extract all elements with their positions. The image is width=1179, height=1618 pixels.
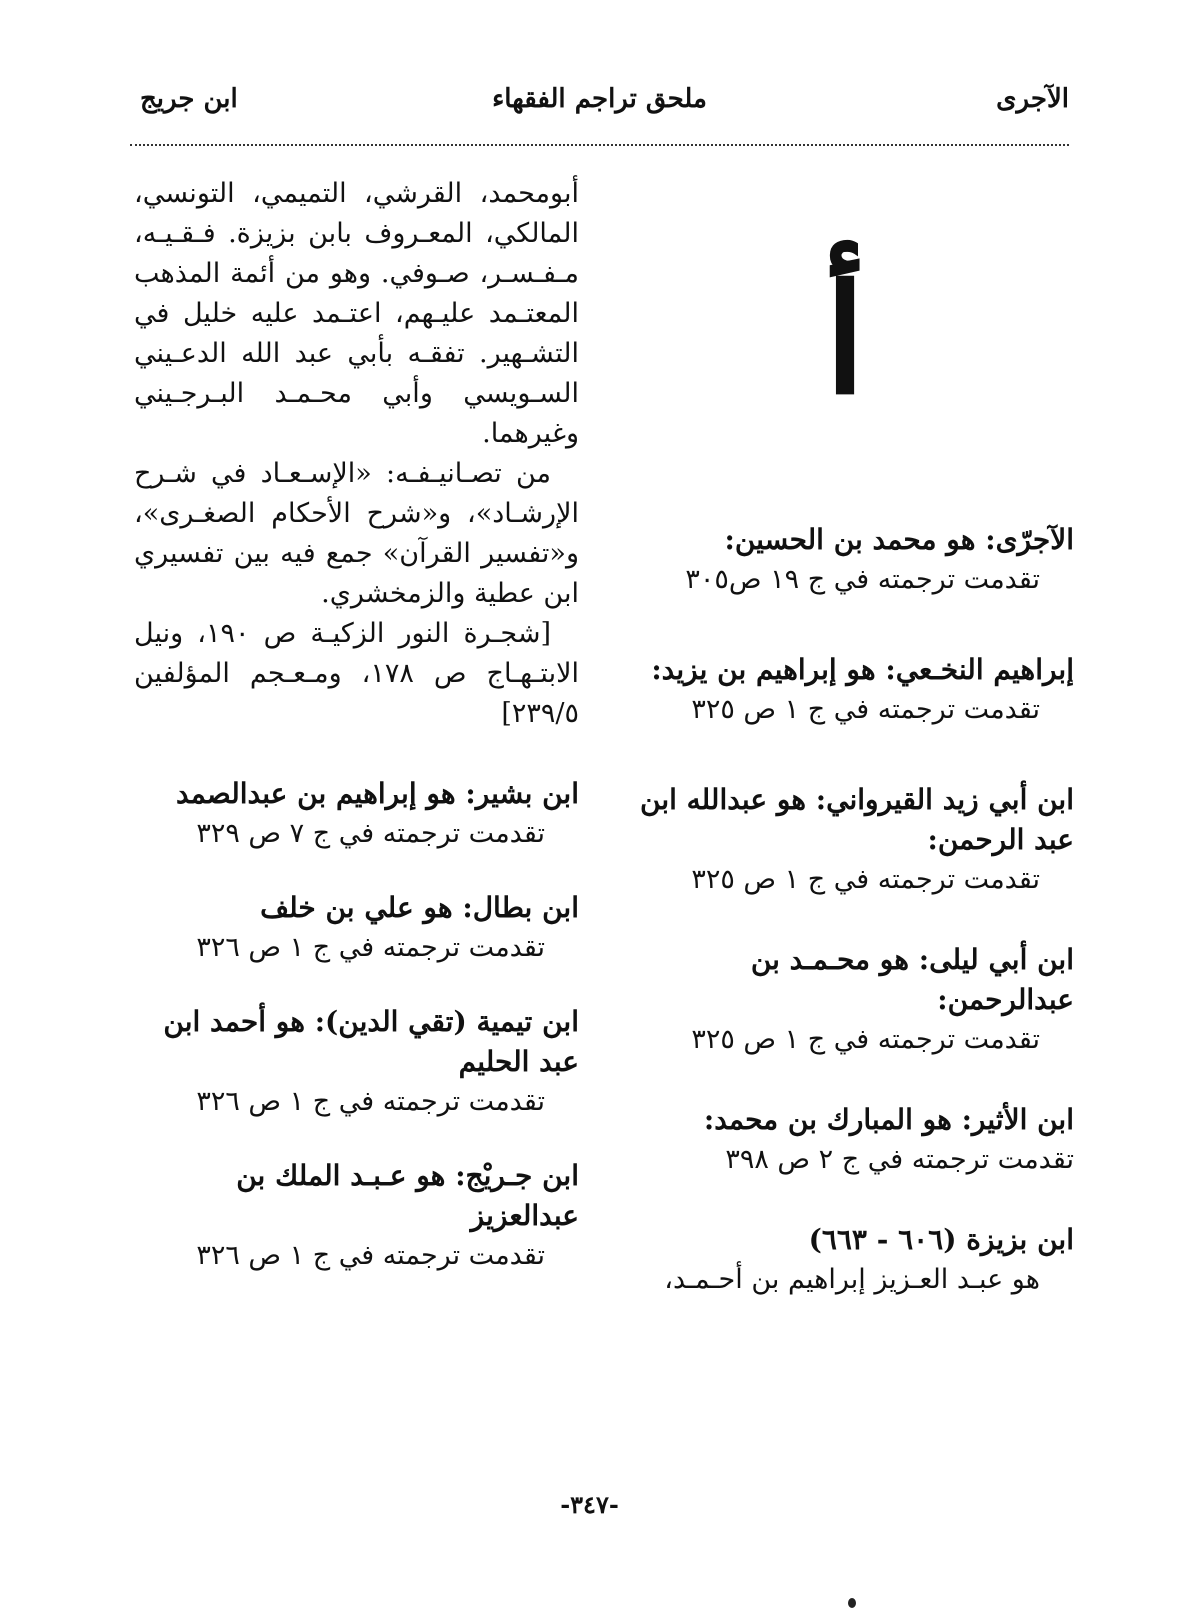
header-divider — [130, 144, 1069, 146]
biography-paragraph: من تصـانيـفـه: «الإسـعـاد في شـرح الإرشـاد»، و«شرح الأحكام الصغـرى»، و«تفسير القرآن» جمع فيه بين تفسيري ابن عطية والزمخشري. — [134, 458, 579, 609]
section-letter: أ — [824, 252, 866, 428]
right-column — [632, 520, 1074, 1334]
entry-reference: تقدمت ترجمته في ج ١ ص ٣٢٥ — [691, 1024, 1040, 1055]
entry-title: إبراهيم النخـعي: هو إبراهيم بن يزيد: — [651, 653, 1074, 686]
entry — [632, 520, 1074, 600]
entry — [632, 940, 1074, 1060]
ink-dot — [848, 1598, 856, 1608]
entry-reference: تقدمت ترجمته في ج ١ ص ٣٢٦ — [196, 1086, 545, 1117]
entry-reference: تقدمت ترجمته في ج ١٩ ص٣٠٥ — [685, 564, 1040, 595]
entry — [134, 774, 579, 854]
entry-title: ابن جـريْج: هو عـبـد الملك بن عبدالعزيز — [236, 1159, 579, 1232]
entry-title: ابن الأثير: هو المبارك بن محمد: — [703, 1103, 1074, 1136]
entry — [632, 1220, 1074, 1300]
header-title: ملحق تراجم الفقهاء — [492, 84, 707, 114]
biography-paragraph: أبومحمد، القرشي، التميمي، التونسي، المالكي، المعـروف بابن بزيزة. فـقـيـه، مـفـسـر، صـوفي. وهو من أئمة المذهب المعتـمد عليـهم، اعتـمد عليه خليل في التشـهير. تفقـه بأبي عبد الله الدعـيني السـويسي وأبي محـمـد البـرجـيني وغيرهما. — [134, 178, 579, 449]
biography-sources: [شجـرة النور الزكيـة ص ١٩٠، ونيل الابتـهـاج ص ١٧٨، ومـعـجم المؤلفين ٢٣٩/٥] — [134, 618, 579, 729]
left-column — [134, 174, 579, 1310]
page-number: -٣٤٧- — [560, 1490, 619, 1519]
running-header — [130, 84, 1069, 124]
entry-reference: تقدمت ترجمته في ج ٢ ص ٣٩٨ — [725, 1144, 1074, 1175]
entry-title: ابن تيمية (تقي الدين): هو أحمد ابن عبد الحليم — [163, 1005, 579, 1078]
entry — [134, 1002, 579, 1122]
entry-reference: تقدمت ترجمته في ج ١ ص ٣٢٥ — [691, 864, 1040, 895]
entry-reference: تقدمت ترجمته في ج ١ ص ٣٢٦ — [196, 932, 545, 963]
entry-reference: تقدمت ترجمته في ج ٧ ص ٣٢٩ — [196, 818, 545, 849]
entry-reference: تقدمت ترجمته في ج ١ ص ٣٢٦ — [196, 1240, 545, 1271]
entry-title: ابن أبي زيد القيرواني: هو عبدالله ابن عبد الرحمن: — [640, 783, 1074, 856]
entry — [632, 1100, 1074, 1180]
entry-title: ابن بطال: هو علي بن خلف — [260, 891, 579, 924]
entry-text: هو عبـد العـزيز إبراهيم بن أحـمـد، — [664, 1264, 1040, 1295]
entry — [134, 1156, 579, 1276]
header-left-keyword: ابن جريج — [140, 84, 238, 114]
entry — [632, 650, 1074, 730]
entry — [134, 888, 579, 968]
entry-title: ابن بشير: هو إبراهيم بن عبدالصمد — [176, 777, 579, 810]
entry-reference: تقدمت ترجمته في ج ١ ص ٣٢٥ — [691, 694, 1040, 725]
biography — [134, 174, 579, 734]
entry — [632, 780, 1074, 900]
header-right-keyword: الآجرى — [996, 84, 1069, 114]
entry-title: ابن أبي ليلى: هو محـمـد بن عبدالرحمن: — [750, 943, 1074, 1016]
entry-title: ابن بزيزة (٦٠٦ - ٦٦٣) — [808, 1223, 1074, 1256]
entry-title: الآجرّى: هو محمد بن الحسين: — [724, 523, 1074, 556]
